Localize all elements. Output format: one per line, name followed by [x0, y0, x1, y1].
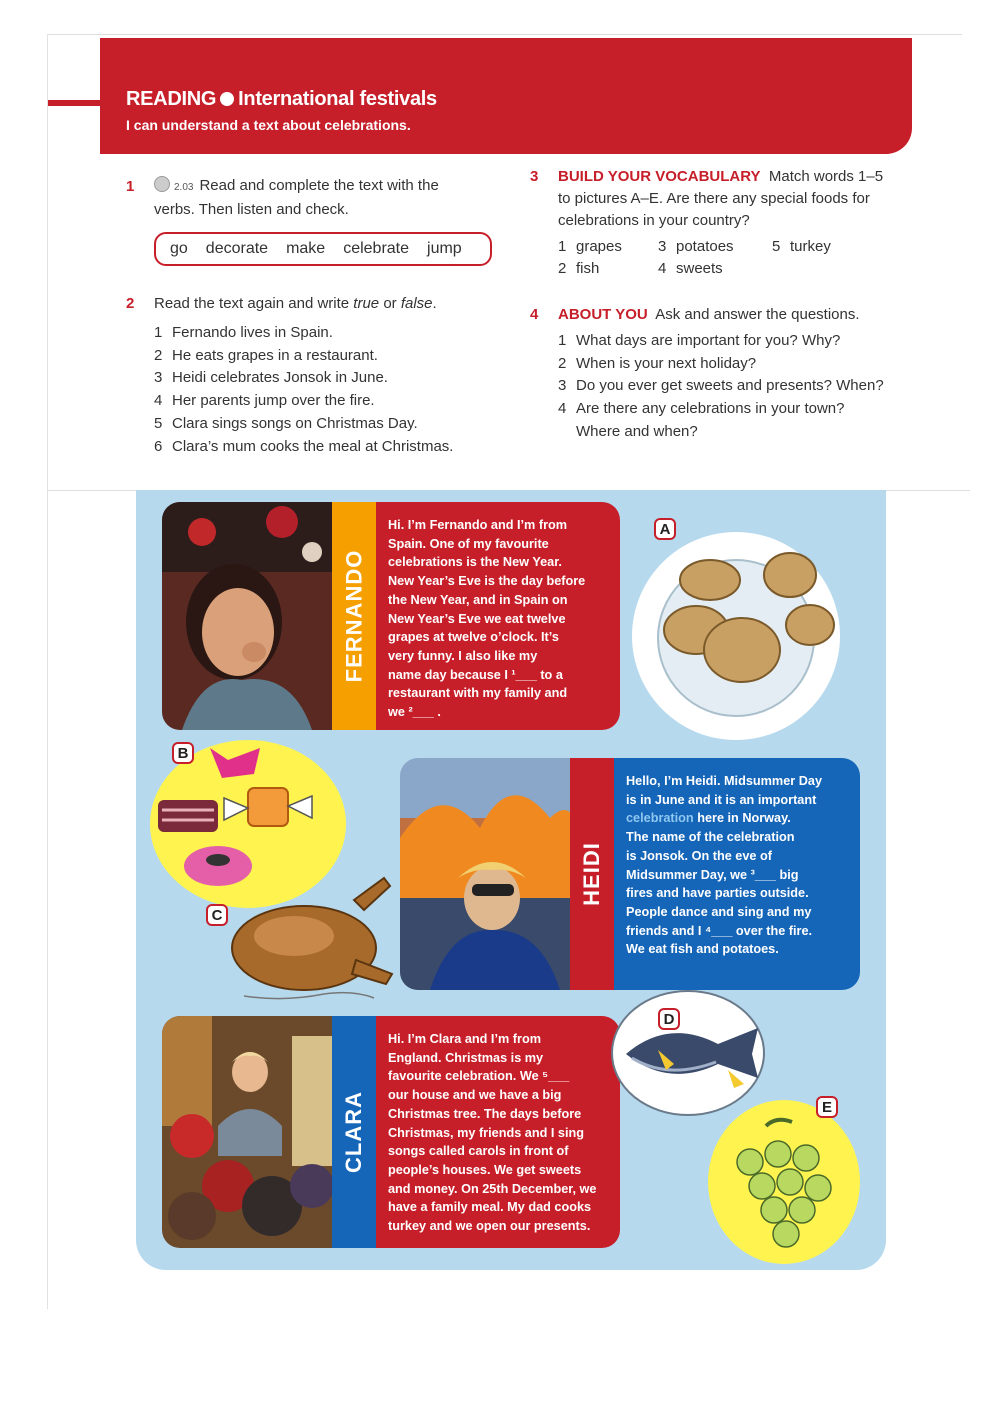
item-text: When is your next holiday? — [576, 354, 757, 372]
item-number: 1 — [558, 332, 567, 349]
fernando-line: name day because I ¹___ to a — [388, 667, 563, 682]
item-text: Where and when? — [576, 422, 698, 440]
clara-line: England. Christmas is my — [388, 1050, 544, 1065]
word-make: make — [286, 240, 326, 257]
ex2-or: or — [379, 295, 401, 312]
clara-name: CLARA — [341, 1091, 366, 1173]
potatoes-plate-image — [630, 530, 842, 742]
word-jump: jump — [427, 240, 462, 257]
item-text: Fernando lives in Spain. — [172, 324, 333, 341]
ex4-instr-text: Ask and answer the questions. — [655, 306, 860, 323]
clara-line: our house and we have a big — [388, 1088, 562, 1103]
word-box — [154, 232, 492, 266]
ex3-line1: Match words 1–5 — [768, 168, 884, 185]
clara-photo — [162, 1016, 340, 1248]
heidi-line: People dance and sing and my — [626, 904, 812, 919]
clara-line: turkey and we open our presents. — [388, 1219, 591, 1234]
ex1-line2: verbs. Then listen and check. — [154, 201, 349, 218]
ex3-number: 3 — [530, 168, 539, 185]
ex3-label: BUILD YOUR VOCABULARY — [558, 168, 761, 185]
ex2-false: false — [400, 295, 433, 312]
heidi-line-rest: here in Norway. — [693, 811, 791, 826]
clara-line: Christmas, my friends and I sing — [388, 1125, 584, 1140]
ex4-list — [558, 330, 884, 444]
fernando-line: Hi. I’m Fernando and I’m from — [388, 518, 568, 532]
item-number: 3 — [154, 369, 163, 387]
heidi-line: is in June and it is an important — [626, 792, 817, 807]
item-number: 5 — [154, 414, 163, 432]
fernando-line: very funny. I also like my — [388, 648, 538, 663]
ex2-instruction — [154, 293, 437, 315]
vocab-number: 5 — [772, 238, 781, 255]
ex2-true: true — [353, 295, 380, 312]
heidi-name-tab — [570, 758, 614, 990]
list-item — [154, 436, 453, 459]
fernando-line: celebrations is the New Year. — [388, 555, 562, 570]
fernando-line: New Year’s Eve is the day before — [388, 574, 586, 589]
ex2-instr-text: Read the text again and write — [154, 295, 354, 312]
list-item — [558, 398, 884, 421]
page-title: International festivals — [238, 88, 437, 110]
vocab-number: 4 — [658, 260, 667, 277]
label-c: C — [206, 904, 228, 926]
ex3-instruction — [558, 166, 918, 232]
item-number: 2 — [558, 354, 567, 372]
clara-line: Christmas tree. The days before — [388, 1106, 582, 1121]
vocab-number: 1 — [558, 238, 567, 255]
section-label: READING — [126, 88, 217, 110]
bullet-icon — [220, 92, 234, 106]
fernando-name-tab — [332, 502, 376, 730]
fernando-line: the New Year, and in Spain on — [388, 592, 568, 607]
list-item — [558, 353, 884, 376]
heidi-line — [626, 809, 850, 828]
word-celebrate: celebrate — [343, 240, 410, 257]
vocab-number: 3 — [658, 238, 667, 255]
item-number: 4 — [558, 400, 567, 418]
fernando-photo — [162, 502, 340, 730]
item-text: What days are important for you? Why? — [576, 332, 841, 349]
ex1-number: 1 — [126, 178, 135, 195]
item-number: 1 — [154, 324, 163, 341]
fernando-line: restaurant with my family and — [388, 686, 568, 701]
clara-text-box — [376, 1016, 620, 1248]
item-number: 6 — [154, 437, 163, 455]
ex4-instruction — [558, 304, 860, 326]
clara-line: favourite celebration. We ⁵___ — [388, 1069, 570, 1084]
audio-cd-icon[interactable] — [154, 176, 170, 192]
vocab-word-1 — [558, 236, 622, 258]
grapes-image — [706, 1096, 862, 1266]
clara-line: people’s houses. We get sweets — [388, 1162, 582, 1177]
item-text: Clara’s mum cooks the meal at Christmas. — [172, 437, 454, 455]
heidi-photo — [400, 758, 578, 990]
vocab-text: turkey — [790, 238, 831, 255]
vocab-text: grapes — [576, 238, 622, 255]
item-text: Her parents jump over the fire. — [172, 392, 375, 410]
vocab-text: fish — [576, 260, 600, 277]
top-rule — [48, 34, 962, 35]
ex3-line2: to pictures A–E. Are there any special foods for — [558, 190, 870, 207]
fernando-line: grapes at twelve o’clock. It’s — [388, 630, 559, 645]
list-item — [558, 421, 884, 444]
list-item — [558, 375, 884, 398]
item-text: Heidi celebrates Jonsok in June. — [172, 369, 388, 387]
label-a: A — [654, 518, 676, 540]
vocab-number: 2 — [558, 260, 567, 277]
fernando-text-box — [376, 502, 620, 730]
clara-name-tab — [332, 1016, 376, 1248]
ex1-instruction — [154, 175, 514, 221]
section-title — [126, 88, 437, 111]
item-text: He eats grapes in a restaurant. — [172, 346, 378, 364]
ex2-list — [154, 322, 453, 458]
list-item — [154, 390, 453, 413]
list-item — [154, 413, 453, 436]
header-accent-bar — [48, 100, 100, 106]
heidi-line: The name of the celebration — [626, 830, 795, 845]
label-e: E — [816, 1096, 838, 1118]
item-number: 3 — [558, 377, 567, 395]
vocab-word-2 — [558, 258, 599, 280]
fernando-line: we ²___ . — [388, 705, 441, 720]
word-go: go — [170, 240, 188, 257]
fernando-name: FERNANDO — [341, 549, 367, 683]
heidi-line: friends and I ⁴___ over the fire. — [626, 923, 813, 938]
heidi-line: We eat fish and potatoes. — [626, 942, 779, 957]
heidi-name: HEIDI — [579, 842, 604, 906]
page-subtitle: I can understand a text about celebrations. — [126, 117, 411, 133]
item-text: Are there any celebrations in your town? — [576, 400, 845, 418]
list-item — [154, 345, 453, 368]
vocab-text: potatoes — [676, 238, 734, 255]
heidi-line: Midsummer Day, we ³___ big — [626, 867, 799, 882]
heidi-text-box — [614, 758, 860, 990]
left-rule — [47, 34, 48, 1309]
item-number: 2 — [154, 346, 163, 364]
ex1-line1: Read and complete the text with the — [199, 177, 439, 194]
clara-line: Hi. I’m Clara and I’m from — [388, 1032, 541, 1046]
vocab-word-3 — [658, 236, 734, 258]
list-item — [558, 330, 884, 353]
clara-line: songs called carols in front of — [388, 1144, 569, 1159]
highlighted-word: celebration — [626, 811, 694, 826]
label-d: D — [658, 1008, 680, 1030]
clara-line: have a family meal. My dad cooks — [388, 1200, 592, 1215]
heidi-line: Hello, I’m Heidi. Midsummer Day — [626, 774, 822, 788]
list-item — [154, 322, 453, 345]
ex4-label: ABOUT YOU — [558, 306, 648, 323]
item-text: Do you ever get sweets and presents? When? — [576, 377, 884, 395]
item-number: 4 — [154, 392, 163, 410]
heidi-line: fires and have parties outside. — [626, 886, 809, 901]
heidi-line: is Jonsok. On the eve of — [626, 848, 772, 863]
label-b: B — [172, 742, 194, 764]
vocab-text: sweets — [676, 260, 723, 277]
list-item — [154, 367, 453, 390]
ex3-line3: celebrations in your country? — [558, 212, 750, 229]
vocab-word-4 — [658, 258, 723, 280]
audio-track: 2.03 — [174, 182, 194, 193]
word-decorate: decorate — [205, 240, 269, 257]
clara-line: and money. On 25th December, we — [388, 1181, 597, 1196]
ex2-number: 2 — [126, 295, 135, 312]
turkey-image — [224, 870, 400, 1010]
vocab-word-5 — [772, 236, 831, 258]
ex2-dot: . — [432, 295, 437, 312]
ex4-number: 4 — [530, 306, 539, 323]
fernando-line: Spain. One of my favourite — [388, 536, 549, 551]
fernando-line: New Year’s Eve we eat twelve — [388, 611, 566, 626]
item-text: Clara sings songs on Christmas Day. — [172, 414, 418, 432]
